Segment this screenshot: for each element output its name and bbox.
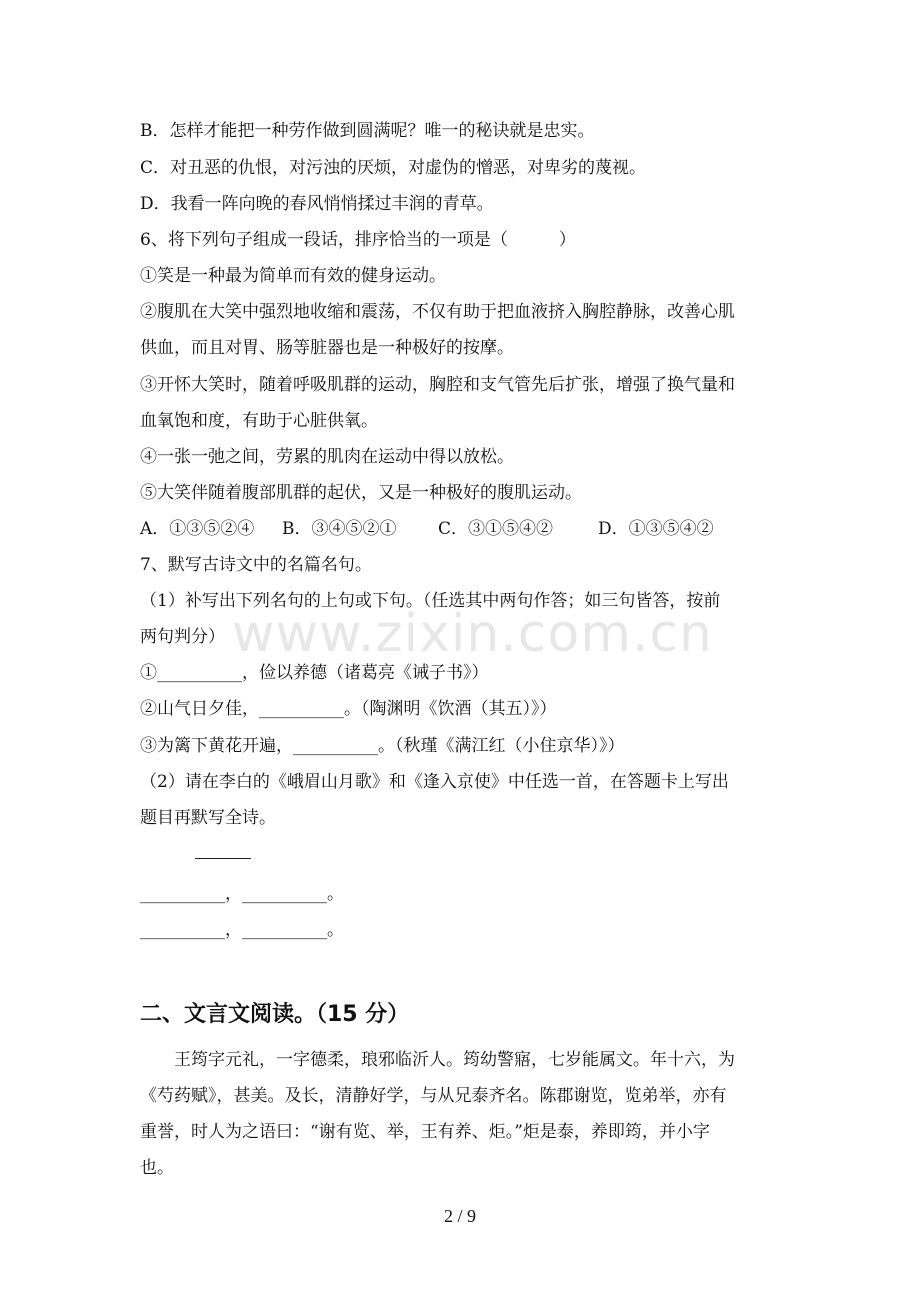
- fill-blank-1: ①__________，俭以养德（诸葛亮《诫子书》）: [140, 663, 489, 683]
- passage-line-1: 王筠字元礼，一字德柔，琅邪临沂人。筠幼警寤，七岁能属文。年十六，为: [174, 1050, 735, 1070]
- sentence-3b: 血氧饱和度，有助于心脏供氧。: [140, 411, 378, 431]
- poem-blank-line-1: __________，__________。: [140, 884, 344, 904]
- sentence-2b: 供血，而且对胃、肠等脏器也是一种极好的按摩。: [140, 338, 514, 358]
- watermark: www.zixin.com.cn: [232, 604, 713, 664]
- poem-blank-line-2: __________，__________。: [140, 920, 344, 940]
- sentence-1: ①笑是一种最为简单而有效的健身运动。: [140, 266, 446, 286]
- answer-option-c: C．③①⑤④②: [438, 519, 554, 539]
- passage-line-2: 《芍药赋》，甚美。及长，清静好学，与从兄泰齐名。陈郡谢览，览弟举，亦有: [140, 1086, 727, 1106]
- question-7-part1a: （1）补写出下列名句的上句或下句。（任选其中两句作答；如三句皆答，按前: [140, 591, 721, 611]
- option-b-line: B．怎样才能把一种劳作做到圆满呢？唯一的秘诀就是忠实。: [140, 121, 595, 141]
- question-7-part2b: 题目再默写全诗。: [140, 808, 276, 828]
- passage-line-4: 也。: [140, 1158, 174, 1178]
- section-heading: 二、文言文阅读。（15 分）: [140, 1002, 410, 1027]
- question-7-title: 7、默写古诗文中的名篇名句。: [140, 555, 372, 575]
- question-7-part2a: （2）请在李白的《峨眉山月歌》和《逢入京使》中任选一首，在答题卡上写出: [140, 772, 729, 792]
- title-blank-line: [195, 858, 251, 859]
- passage-line-3: 重誉，时人为之语曰：“谢有览、举，王有养、炬。”炬是泰，养即筠，并小字: [140, 1122, 710, 1142]
- fill-blank-2: ②山气日夕佳，__________。（陶渊明《饮酒（其五）》）: [140, 699, 557, 719]
- option-d-line: D．我看一阵向晚的春风悄悄揉过丰润的青草。: [140, 194, 494, 214]
- question-7-part1b: 两句判分）: [140, 627, 225, 647]
- fill-blank-3: ③为篱下黄花开遍，__________。（秋瑾《满江红（小住京华）》）: [140, 736, 625, 756]
- answer-options: [140, 518, 800, 540]
- sentence-4: ④一张一弛之间，劳累的肌肉在运动中得以放松。: [140, 447, 514, 467]
- sentence-3a: ③开怀大笑时，随着呼吸肌群的运动，胸腔和支气管先后扩张，增强了换气量和: [140, 375, 735, 395]
- page-number: 2 / 9: [443, 1206, 476, 1226]
- answer-option-a: A．①③⑤②④: [140, 519, 255, 539]
- option-c-line: C．对丑恶的仇恨，对污浊的厌烦，对虚伪的憎恶，对卑劣的蔑视。: [140, 158, 647, 178]
- answer-option-d: D．①③⑤④②: [598, 519, 714, 539]
- sentence-5: ⑤大笑伴随着腹部肌群的起伏，又是一种极好的腹肌运动。: [140, 483, 582, 503]
- question-6-title: 6、将下列句子组成一段话，排序恰当的一项是（ ）: [140, 230, 576, 250]
- answer-option-b: B．③④⑤②①: [282, 519, 397, 539]
- sentence-2a: ②腹肌在大笑中强烈地收缩和震荡，不仅有助于把血液挤入胸腔静脉，改善心肌: [140, 302, 735, 322]
